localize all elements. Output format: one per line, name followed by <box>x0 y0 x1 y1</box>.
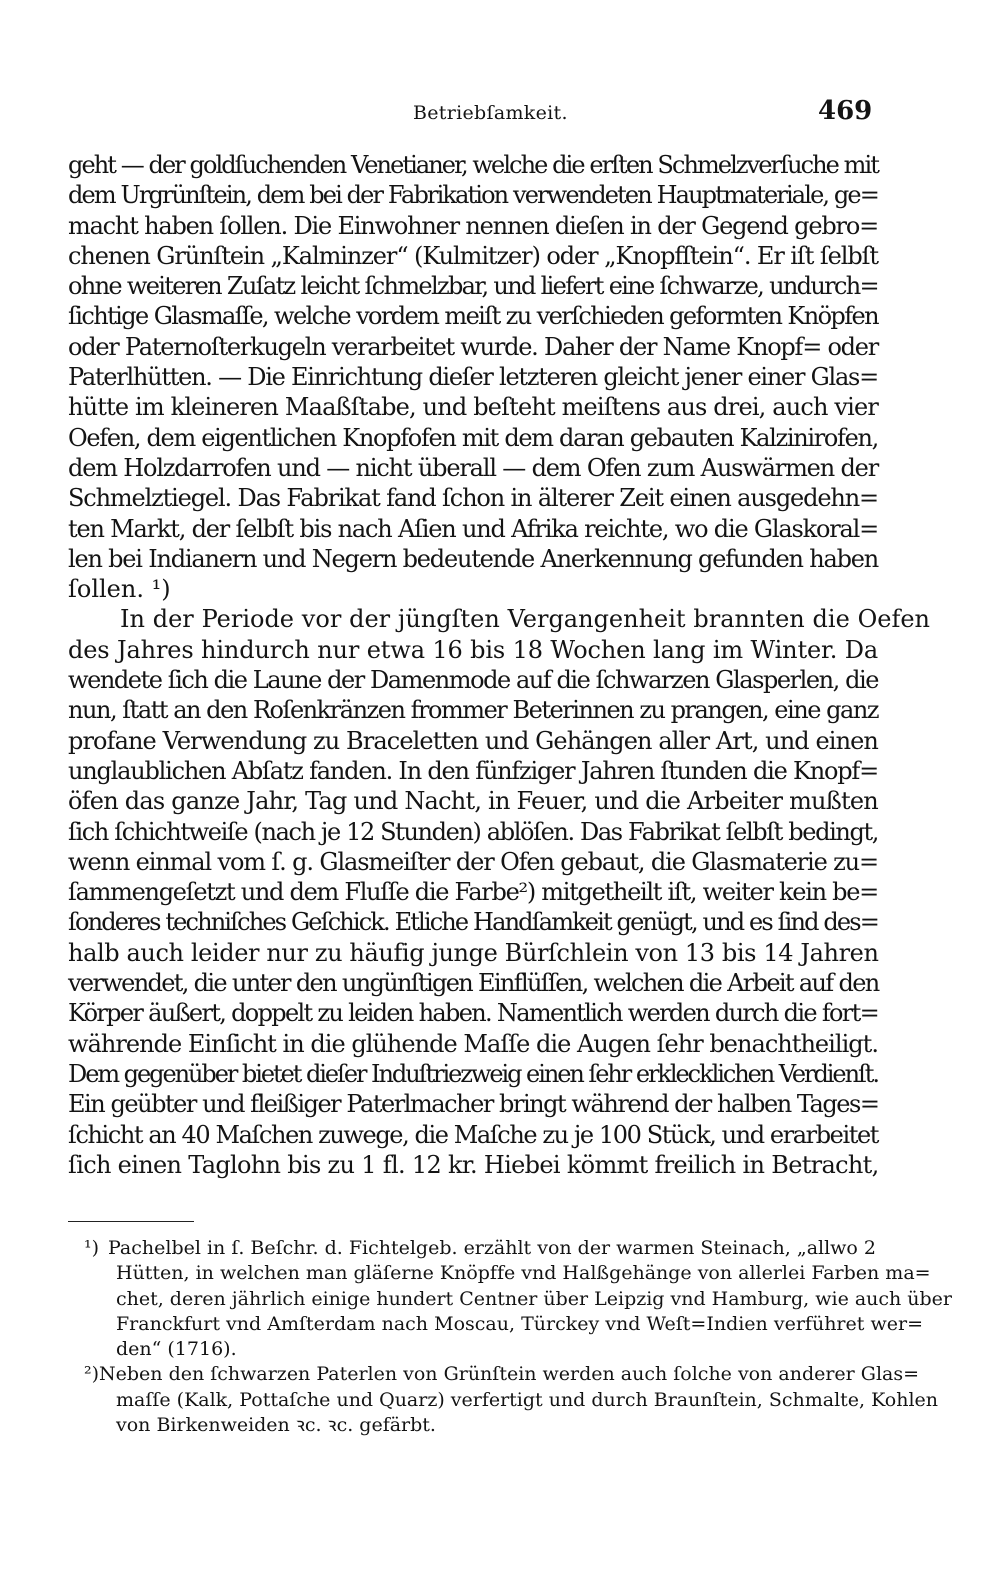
footnote-line <box>84 1388 938 1413</box>
text-line: In der Periode vor der jüngſten Vergangenheit brannten die Oefen <box>120 605 930 634</box>
text-line: Oefen, dem eigentlichen Knopfofen mit dem daran gebauten Kalzinirofen, <box>68 423 878 452</box>
text-line: ſchicht an 40 Maſchen zuwege, die Maſche zu je 100 Stück, und erarbeitet <box>68 1120 878 1149</box>
footnote-marker: ²) <box>84 1363 100 1386</box>
text-line: ſollen. ¹) <box>68 575 171 604</box>
text-line: profane Verwendung zu Braceletten und Gehängen aller Art, und einen <box>68 726 878 755</box>
footnote-marker: ¹) <box>84 1237 100 1259</box>
text-line: dem Holzdarrofen und — nicht überall — dem Ofen zum Auswärmen der <box>68 453 878 482</box>
page-number: 469 <box>818 96 873 126</box>
text-line: chenen Grünſtein „Kalminzer“ (Kulmitzer) oder „Knopfſtein“. Er iſt ſelbſt <box>68 241 878 270</box>
text-line: len bei Indianern und Negern bedeutende Anerkennung gefunden haben <box>68 544 879 573</box>
footnote-text: maſſe (Kalk, Pottaſche und Quarz) verfertigt und durch Braunſtein, Schmalte, Kohlen <box>116 1388 938 1411</box>
footnote-text: chet, deren jährlich einige hundert Centner über Leipzig vnd Hamburg, wie auch über <box>116 1287 952 1310</box>
footnotes <box>84 1236 952 1438</box>
text-line: Schmelztiegel. Das Fabrikat fand ſchon in älterer Zeit einen ausgedehn= <box>68 484 878 513</box>
text-line: ſich ſchichtweiſe (nach je 12 Stunden) ablöſen. Das Fabrikat ſelbſt bedingt, <box>68 817 878 846</box>
footnote-text: von Birkenweiden ꝛc. ꝛc. gefärbt. <box>116 1414 436 1437</box>
footnote-text: Franckfurt vnd Amſterdam nach Moscau, Türckey vnd Weſt=Indien verführet wer= <box>116 1312 923 1335</box>
text-line: Paterlhütten. — Die Einrichtung dieſer letzteren gleicht jener einer Glas= <box>68 363 878 392</box>
footnote-rule <box>68 1221 194 1222</box>
footnote-line <box>84 1261 931 1286</box>
text-line: wenn einmal vom ſ. g. Glasmeiſter der Ofen gebaut, die Glasmaterie zu= <box>68 847 879 876</box>
text-line: hütte im kleineren Maaßſtabe, und beſteht meiſtens aus drei, auch vier <box>68 393 878 422</box>
footnote-text: den“ (1716). <box>116 1338 237 1361</box>
footnote-text: Hütten, in welchen man gläſerne Knöpffe vnd Halßgehänge von allerlei Farben ma= <box>116 1262 931 1285</box>
text-line: öfen das ganze Jahr, Tag und Nacht, in Feuer, und die Arbeiter mußten <box>68 787 878 816</box>
text-line: währende Einſicht in die glühende Maſſe die Augen ſehr benachtheiligt. <box>68 1029 878 1058</box>
text-line: geht — der goldſuchenden Venetianer, welche die erſten Schmelzverſuche mit <box>68 151 879 179</box>
footnote-line <box>84 1337 876 1362</box>
text-line: oder Paternoſterkugeln verarbeitet wurde. Daher der Name Knopf= oder <box>68 332 878 361</box>
text-line: dem Urgrünſtein, dem bei der Fabrikation verwendeten Hauptmateriale, ge= <box>68 181 879 210</box>
text-line: Körper äußert, doppelt zu leiden haben. Namentlich werden durch die fort= <box>68 999 879 1028</box>
text-line: ſonderes techniſches Geſchick. Etliche Handſamkeit genügt, und es ſind des= <box>68 908 879 937</box>
text-line: wendete ſich die Laune der Damenmode auf die ſchwarzen Glasperlen, die <box>68 666 878 695</box>
text-line: halb auch leider nur zu häufig junge Bürſchlein von 13 bis 14 Jahren <box>68 938 879 967</box>
text-line: ohne weiteren Zuſatz leicht ſchmelzbar, und liefert eine ſchwarze, undurch= <box>68 272 878 301</box>
footnote-line <box>84 1362 920 1387</box>
text-line: des Jahres hindurch nur etwa 16 bis 18 Wochen lang im Winter. Da <box>68 635 878 664</box>
text-line: verwendet, die unter den ungünſtigen Einflüſſen, welchen die Arbeit auf den <box>68 969 879 998</box>
footnote-line <box>84 1413 876 1438</box>
text-line: Dem gegenüber bietet dieſer Induſtriezweig einen ſehr erklecklichen Verdienſt. <box>68 1059 878 1088</box>
running-head: Betriebſamkeit. <box>413 102 568 124</box>
body-text <box>68 150 930 1180</box>
text-line: Ein geübter und fleißiger Paterlmacher bringt während der halben Tages= <box>68 1090 879 1119</box>
footnote-line <box>84 1236 876 1261</box>
text-line: unglaublichen Abſatz fanden. In den fünfziger Jahren ſtunden die Knopf= <box>68 756 879 785</box>
text-line: nun, ſtatt an den Roſenkränzen frommer Beterinnen zu prangen, eine ganz <box>68 696 878 725</box>
text-line: ſich einen Taglohn bis zu 1 fl. 12 kr. Hiebei kömmt freilich in Betracht, <box>68 1150 879 1179</box>
text-line: macht haben ſollen. Die Einwohner nennen dieſen in der Gegend gebro= <box>68 211 878 240</box>
text-line: ſichtige Glasmaſſe, welche vordem meiſt zu verſchieden geformten Knöpfen <box>68 302 878 331</box>
footnote-text: Neben den ſchwarzen Paterlen von Grünſtein werden auch ſolche von anderer Glas= <box>99 1363 920 1386</box>
text-line: ten Markt, der ſelbſt bis nach Aſien und Afrika reichte, wo die Glaskoral= <box>68 514 878 543</box>
text-line: ſammengeſetzt und dem Fluſſe die Farbe²) mitgetheilt iſt, weiter kein be= <box>68 878 878 907</box>
footnote-text: Pachelbel in ſ. Beſchr. d. Fichtelgeb. erzählt von der warmen Steinach, „allwo 2 <box>108 1237 876 1259</box>
footnote-line <box>84 1287 952 1312</box>
footnote-line <box>84 1312 923 1337</box>
